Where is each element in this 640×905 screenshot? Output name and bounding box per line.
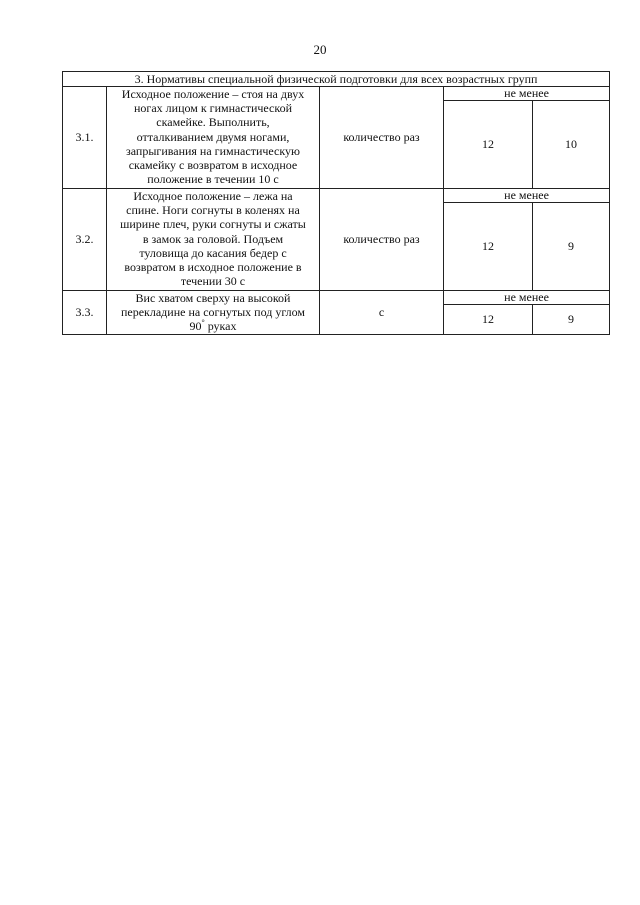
value-cell-2: 9 [533, 203, 610, 291]
value-cell-1: 12 [444, 101, 533, 189]
value-cell-1: 12 [444, 203, 533, 291]
description-tail: руках [204, 319, 237, 334]
norms-table [62, 71, 610, 335]
row-number: 3.1. [63, 87, 107, 189]
unit-cell: с [320, 291, 444, 335]
value-cell-2: 10 [533, 101, 610, 189]
description-line: отталкиванием двумя ногами, [136, 129, 290, 144]
page-number: 20 [313, 42, 327, 57]
section-header-row [63, 72, 610, 87]
description-line: перекладине на согнутых под углом [120, 305, 306, 320]
degree-sign: ° [201, 318, 205, 328]
unit-cell: количество раз [320, 87, 444, 189]
description-line: возвратом в исходное положение в [124, 260, 302, 275]
description-line: запрыгивания на гимнастическую [126, 143, 300, 158]
value-cell-1: 12 [444, 305, 533, 335]
description-line: положение в течении 10 с [147, 172, 279, 187]
row-number: 3.2. [63, 189, 107, 291]
description-line: в замок за головой. Подъем [142, 231, 284, 246]
description-line: скамейку с возвратом в исходное [128, 158, 298, 173]
exercise-description [107, 189, 320, 291]
unit-cell: количество раз [320, 189, 444, 291]
row-number: 3.3. [63, 291, 107, 335]
description-line: Исходное положение – стоя на двух [121, 87, 305, 101]
angle-number: 90 [189, 319, 202, 334]
table-row [63, 87, 610, 101]
criterion-cell: не менее [444, 291, 610, 305]
table-row [63, 291, 610, 305]
exercise-description [107, 87, 320, 189]
description-line: спине. Ноги согнуты в коленях на [126, 203, 300, 218]
description-line: Исходное положение – лежа на [133, 189, 293, 203]
description-line: ширине плеч, руки согнуты и сжаты [120, 217, 306, 232]
description-line: Вис хватом сверху на высокой [135, 291, 291, 305]
description-line-last [109, 319, 317, 333]
description-line: скамейке. Выполнить, [156, 115, 270, 130]
criterion-cell: не менее [444, 189, 610, 203]
value-cell-2: 9 [533, 305, 610, 335]
description-line: течении 30 с [180, 274, 246, 289]
description-line: ногах лицом к гимнастической [133, 101, 292, 116]
description-line: туловища до касания бедер с [139, 245, 287, 260]
criterion-cell: не менее [444, 87, 610, 101]
table-row [63, 189, 610, 203]
exercise-description [107, 291, 320, 335]
section-title: 3. Нормативы специальной физической подготовки для всех возрастных групп [63, 72, 610, 87]
